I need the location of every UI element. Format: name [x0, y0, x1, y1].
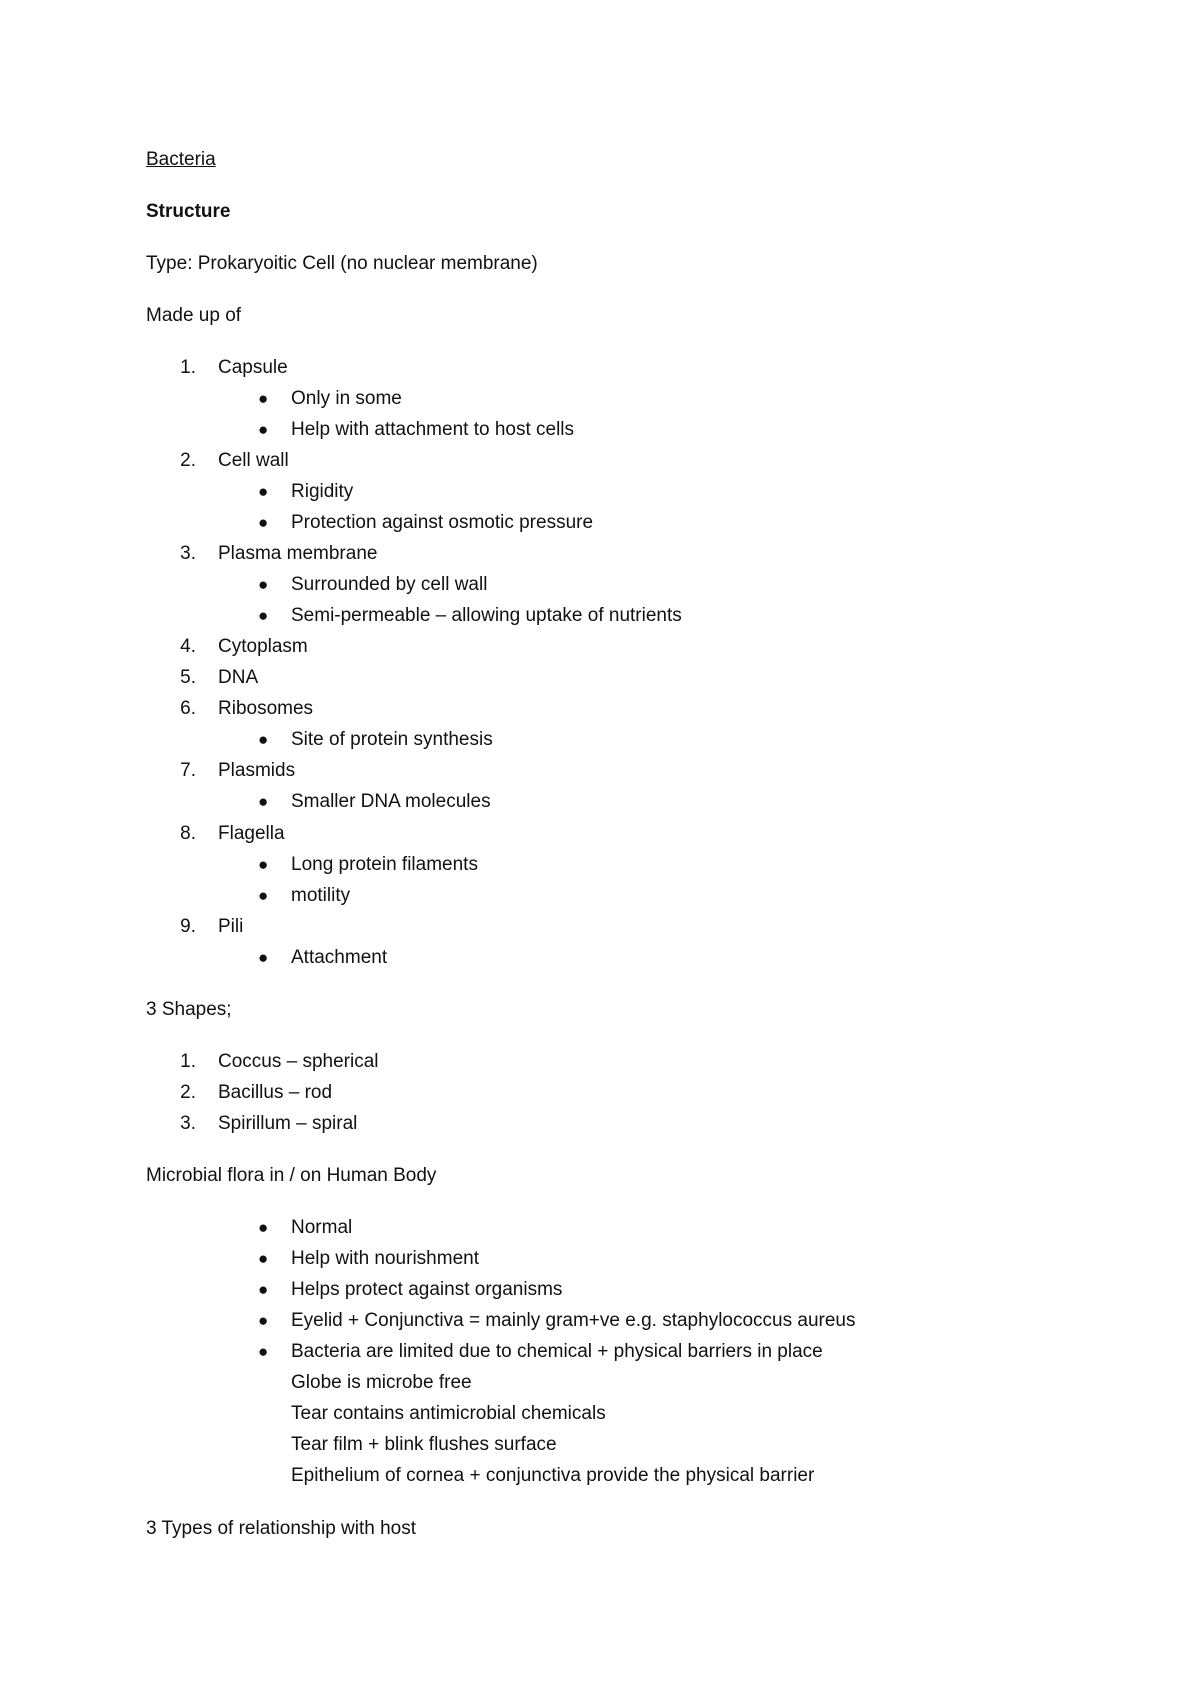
sub-item: Surrounded by cell wall [291, 574, 488, 595]
bullet-icon: ● [258, 792, 269, 811]
sub-item: motility [291, 885, 351, 906]
bullet-icon: ● [258, 1249, 269, 1268]
bullet-icon: ● [258, 513, 269, 532]
sub-item: Attachment [291, 947, 388, 968]
list-number: 2. [180, 450, 196, 471]
sub-item: Help with attachment to host cells [291, 419, 575, 440]
flora-continuation: Epithelium of cornea + conjunctiva provide the physical barrier [291, 1465, 815, 1486]
list-number: 9. [180, 916, 196, 937]
bullet-icon: ● [258, 1280, 269, 1299]
sub-item: Long protein filaments [291, 854, 478, 875]
bullet-icon: ● [258, 606, 269, 625]
type-line: Type: Prokaryoitic Cell (no nuclear membrane) [146, 253, 538, 274]
sub-item: Protection against osmotic pressure [291, 512, 594, 533]
sub-item: Smaller DNA molecules [291, 791, 491, 812]
list-number: 7. [180, 760, 196, 781]
component-label: Flagella [218, 823, 285, 844]
sub-item: Site of protein synthesis [291, 729, 493, 750]
component-label: Plasmids [218, 760, 296, 781]
list-number: 4. [180, 636, 196, 657]
component-label: Ribosomes [218, 698, 314, 719]
flora-continuation: Tear contains antimicrobial chemicals [291, 1403, 606, 1424]
flora-continuation: Globe is microbe free [291, 1372, 472, 1393]
bullet-icon: ● [258, 886, 269, 905]
list-number: 3. [180, 543, 196, 564]
list-number: 1. [180, 357, 196, 378]
component-label: Cytoplasm [218, 636, 308, 657]
bullet-icon: ● [258, 389, 269, 408]
list-number: 2. [180, 1082, 196, 1103]
flora-continuation: Tear film + blink flushes surface [291, 1434, 557, 1455]
flora-item: Eyelid + Conjunctiva = mainly gram+ve e.g. staphylococcus aureus [291, 1310, 856, 1331]
component-label: DNA [218, 667, 259, 688]
bullet-icon: ● [258, 482, 269, 501]
bullet-icon: ● [258, 855, 269, 874]
list-number: 5. [180, 667, 196, 688]
bullet-icon: ● [258, 575, 269, 594]
shape-item: Bacillus – rod [218, 1082, 333, 1103]
relationship-heading: 3 Types of relationship with host [146, 1518, 417, 1539]
shapes-heading: 3 Shapes; [146, 999, 232, 1020]
sub-item: Rigidity [291, 481, 354, 502]
component-label: Pili [218, 916, 244, 937]
shape-item: Coccus – spherical [218, 1051, 379, 1072]
bullet-icon: ● [258, 1342, 269, 1361]
bullet-icon: ● [258, 948, 269, 967]
list-number: 3. [180, 1113, 196, 1134]
flora-item: Help with nourishment [291, 1248, 479, 1269]
list-number: 6. [180, 698, 196, 719]
list-number: 1. [180, 1051, 196, 1072]
component-label: Capsule [218, 357, 288, 378]
bullet-icon: ● [258, 730, 269, 749]
sub-item: Semi-permeable – allowing uptake of nutrients [291, 605, 682, 626]
shape-item: Spirillum – spiral [218, 1113, 358, 1134]
made-up-of-line: Made up of [146, 305, 242, 326]
flora-item: Helps protect against organisms [291, 1279, 563, 1300]
bullet-icon: ● [258, 420, 269, 439]
list-number: 8. [180, 823, 196, 844]
flora-item: Bacteria are limited due to chemical + physical barriers in place [291, 1341, 823, 1362]
component-label: Plasma membrane [218, 543, 378, 564]
flora-item: Normal [291, 1217, 353, 1238]
structure-heading: Structure [146, 201, 231, 222]
flora-heading: Microbial flora in / on Human Body [146, 1165, 437, 1186]
component-label: Cell wall [218, 450, 289, 471]
sub-item: Only in some [291, 388, 402, 409]
document-title: Bacteria [146, 149, 216, 170]
bullet-icon: ● [258, 1218, 269, 1237]
bullet-icon: ● [258, 1311, 269, 1330]
